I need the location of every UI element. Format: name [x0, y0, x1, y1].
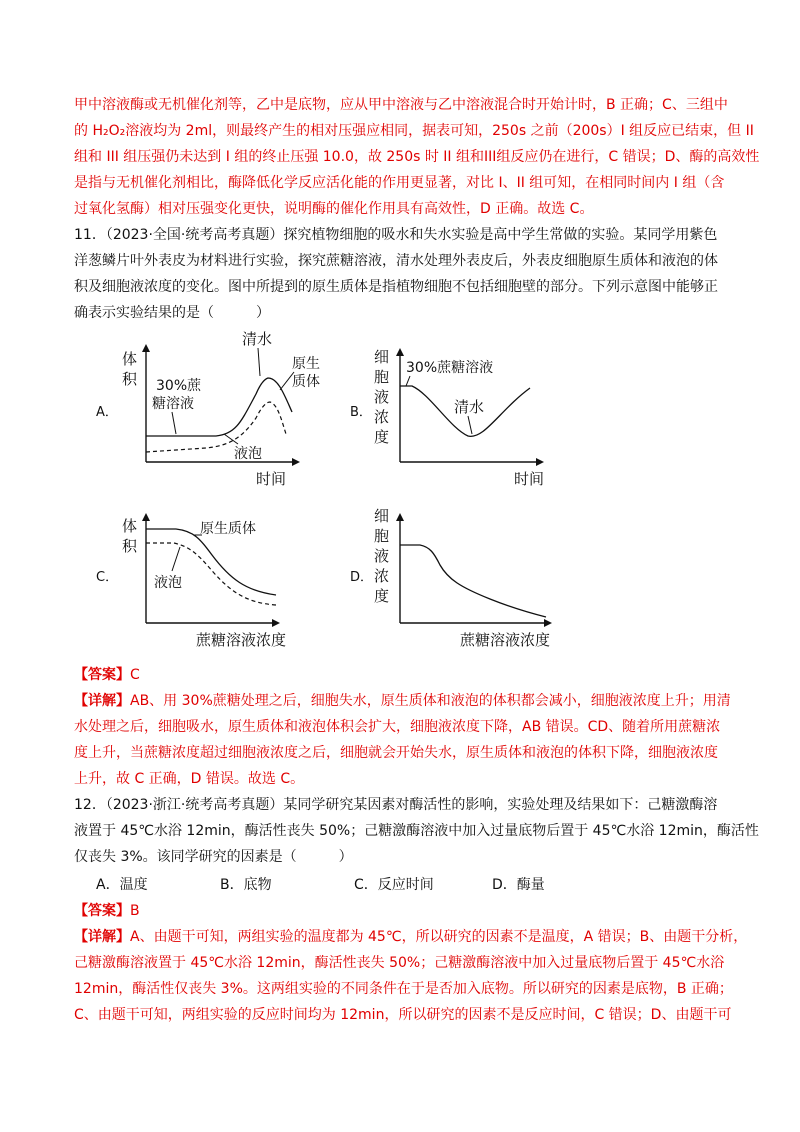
answer-value: C	[130, 667, 140, 683]
label-sucrose: 30%蔗	[156, 378, 202, 394]
option-d: D．酶量	[492, 877, 545, 893]
text-line: 确表示实验结果的是（ ）	[74, 305, 270, 321]
text-line: 水处理之后，细胞吸水，原生质体和液泡体积会扩大，细胞液浓度下降，AB 错误。CD、随着所用蔗糖浓	[74, 719, 721, 735]
text-line: 12min，酶活性仅丧失 3%。这两组实验的不同条件在于是否加入底物。所以研究的因素是底物，B 正确；	[74, 981, 733, 997]
question-11-stem	[74, 222, 734, 326]
previous-explanation	[74, 92, 760, 222]
text-line: 过氧化氢酶）相对压强变化更快，说明酶的催化作用具有高效性，D 正确。故选 C。	[74, 201, 594, 217]
y-axis-label: 积	[122, 370, 138, 388]
label-vacuole: 液泡	[234, 446, 262, 462]
text-line: 积及细胞液浓度的变化。图中所提到的原生质体是指植物细胞不包括细胞壁的部分。下列示意图中能够正	[74, 279, 718, 295]
text-line: 仅丧失 3%。该同学研究的因素是（ ）	[74, 849, 353, 865]
question-11-answer	[74, 662, 734, 688]
text-line: 12．（2023·浙江·统考高考真题）某同学研究某因素对酶活性的影响，实验处理及结果如下：己糖激酶溶	[74, 797, 718, 813]
x-axis-label: 蔗糖溶液浓度	[196, 631, 287, 649]
y-axis-label: 度	[374, 587, 390, 605]
vacuole-curve	[146, 543, 276, 605]
option-letter: B．	[350, 405, 372, 420]
graph-a	[96, 330, 320, 490]
option-letter: A．	[96, 405, 118, 420]
text-line: A、由题干可知，两组实验的温度都为 45℃，所以研究的因素不是温度，A 错误；B、由题干分析，	[130, 929, 748, 945]
graph-d	[350, 505, 570, 655]
label-sucrose: 30%蔗糖溶液	[406, 360, 494, 376]
x-axis-label: 蔗糖溶液浓度	[460, 631, 551, 649]
label-sucrose: 糖溶液	[152, 396, 194, 412]
y-axis-label: 细	[374, 348, 390, 366]
x-axis-label: 时间	[514, 470, 545, 488]
label-protoplast: 原生质体	[200, 521, 256, 537]
option-a: A．温度	[96, 877, 148, 893]
question-12-stem	[74, 792, 759, 870]
concentration-curve	[400, 545, 546, 617]
y-axis-label: 度	[374, 428, 390, 446]
y-axis-label: 体	[122, 517, 138, 535]
text-line: AB、用 30%蔗糖处理之后，细胞失水，原生质体和液泡的体积都会减小，细胞液浓度上升；用清	[130, 693, 731, 709]
y-axis-label: 细	[374, 507, 390, 525]
text-line: 的 H₂O₂溶液均为 2ml，则最终产生的相对压强应相同，据表可知，250s 之前（200s）I 组反应已结束，但 II	[74, 123, 754, 139]
label-protoplast: 质体	[292, 374, 320, 390]
y-axis-label: 浓	[374, 567, 390, 585]
option-c: C．反应时间	[354, 877, 434, 893]
text-line: 上升，故 C 正确，D 错误。故选 C。	[74, 771, 305, 787]
answer-label: 【答案】	[74, 903, 130, 919]
label-water: 清水	[242, 330, 273, 348]
text-line: 11．（2023·全国·统考高考真题）探究植物细胞的吸水和失水实验是高中学生常做的实验。某同学用紫色	[74, 227, 718, 243]
question-11-detail	[74, 688, 734, 792]
text-line: 度上升，当蔗糖浓度超过细胞液浓度之后，细胞就会开始失水，原生质体和液泡的体积下降，细胞液浓度	[74, 745, 718, 761]
answer-label: 【答案】	[74, 667, 130, 683]
y-axis-label: 液	[374, 388, 390, 406]
y-axis-label: 积	[122, 537, 138, 555]
y-axis-label: 胞	[374, 527, 390, 545]
question-12-detail	[74, 924, 748, 1028]
detail-label: 【详解】	[74, 693, 130, 709]
text-line: C、由题干可知，两组实验的反应时间均为 12min，所以研究的因素不是反应时间，C 错误；D、由题干可	[74, 1007, 732, 1023]
text-line: 己糖激酶溶液置于 45℃水浴 12min，酶活性丧失 50%；己糖激酶溶液中加入过量底物后置于 45℃水浴	[74, 955, 725, 971]
option-letter: D．	[350, 570, 374, 585]
answer-value: B	[130, 903, 140, 919]
text-line: 是指与无机催化剂相比，酶降低化学反应活化能的作用更显著，对比 I、II 组可知，在相同时间内 I 组（含	[74, 175, 725, 191]
option-b: B．底物	[220, 877, 272, 893]
text-line: 组和 III 组压强仍未达到 I 组的终止压强 10.0，故 250s 时 II 组和III组反应仍在进行，C 错误；D、酶的高效性	[74, 149, 760, 165]
label-water: 清水	[454, 398, 485, 416]
y-axis-label: 浓	[374, 408, 390, 426]
detail-label: 【详解】	[74, 929, 130, 945]
graph-c	[96, 505, 326, 655]
label-vacuole: 液泡	[154, 575, 182, 591]
text-line: 洋葱鳞片叶外表皮为材料进行实验，探究蔗糖溶液，清水处理外表皮后，外表皮细胞原生质体和液泡的体	[74, 253, 718, 269]
question-12-answer	[74, 898, 734, 924]
y-axis-label: 液	[374, 547, 390, 565]
y-axis-label: 体	[122, 350, 138, 368]
y-axis-label: 胞	[374, 368, 390, 386]
option-letter: C．	[96, 570, 119, 585]
text-line: 液置于 45℃水浴 12min，酶活性丧失 50%；己糖激酶溶液中加入过量底物后置于 45℃水浴 12min，酶活性	[74, 823, 759, 839]
x-axis-label: 时间	[256, 470, 287, 488]
graph-b	[350, 340, 550, 490]
text-line: 甲中溶液酶或无机催化剂等，乙中是底物，应从甲中溶液与乙中溶液混合时开始计时，B 正确；C、三组中	[74, 97, 728, 113]
label-protoplast: 原生	[292, 356, 320, 372]
